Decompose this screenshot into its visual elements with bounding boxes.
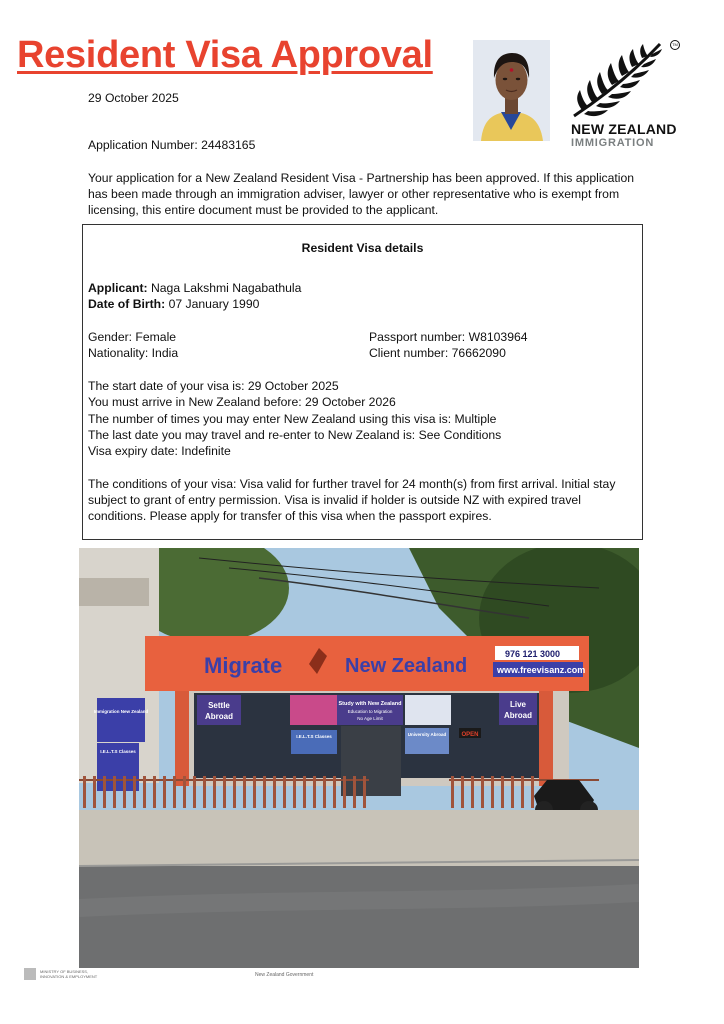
silver-fern-icon — [568, 38, 672, 120]
panel-ielts: I.E.L.T.S Classes — [296, 734, 332, 739]
storefront-photo — [79, 548, 639, 968]
page-title: Resident Visa Approval — [17, 34, 433, 76]
dob-value: 07 January 1990 — [165, 297, 260, 311]
applicant-row — [88, 280, 301, 296]
entry-count: The number of times you may enter New Zealand using this visa is: Multiple — [88, 412, 497, 426]
applicant-label: Applicant: — [88, 281, 148, 295]
brand-line-2: IMMIGRATION — [571, 137, 655, 149]
ministry-line-2: INNOVATION & EMPLOYMENT — [40, 974, 98, 979]
letter-date: 29 October 2025 — [88, 91, 179, 105]
visa-conditions: The conditions of your visa: Visa valid for further travel for 24 month(s) from first arrival. Initial stay subject to grant of entry permission. Visa is invalid if holder is outside NZ with expired travel conditions. Please apply for transfer of this visa when the passport expires. — [88, 477, 616, 523]
visa-start-date: The start date of your visa is: 29 October 2025 — [88, 379, 339, 393]
panel-settle-2: Abroad — [205, 712, 233, 721]
visa-expiry: Visa expiry date: Indefinite — [88, 444, 231, 458]
trademark-icon: TM — [670, 40, 680, 50]
client-number: Client number: 76662090 — [369, 346, 506, 360]
sign-new-zealand: New Zealand — [345, 655, 468, 677]
nz-government-text: New Zealand Government — [255, 972, 314, 978]
panel-study-3: No Age Limit — [357, 716, 383, 721]
last-travel-date: The last date you may travel and re-enter to New Zealand is: See Conditions — [88, 428, 502, 442]
application-number: Application Number: 24483165 — [88, 138, 256, 152]
arrive-before-date: You must arrive in New Zealand before: 29 October 2026 — [88, 395, 396, 409]
dob-row — [88, 296, 259, 312]
sign-phone: 976 121 3000 — [505, 649, 561, 659]
sign-website: www.freevisanz.com — [497, 665, 586, 675]
sign-migrate: Migrate — [204, 653, 283, 678]
nz-immigration-logo — [568, 38, 686, 150]
visa-details-heading: Resident Visa details — [301, 241, 424, 255]
ministry-line-1: MINISTRY OF BUSINESS, — [40, 969, 89, 974]
approval-paragraph: Your application for a New Zealand Resident Visa - Partnership has been approved. If this application has been made through an immigration adviser, lawyer or other representative who is exempt from licensing, this entire document must be provided to the applicant. — [88, 171, 635, 217]
panel-live-1: Live — [509, 700, 527, 709]
passport-number: Passport number: W8103964 — [369, 330, 528, 344]
open-sign: OPEN — [461, 732, 479, 738]
side-sign-2: I.E.L.T.S Classes — [100, 749, 136, 754]
panel-university: University Abroad — [407, 732, 447, 737]
dob-label: Date of Birth: — [88, 297, 166, 311]
ministry-logo — [24, 966, 134, 986]
brand-line-1: NEW ZEALAND — [571, 121, 677, 137]
visa-details-box — [82, 224, 643, 540]
applicant-name: Naga Lakshmi Nagabathula — [147, 281, 302, 295]
coat-of-arms-icon — [24, 968, 36, 980]
panel-study-2: Education to Migration — [347, 709, 393, 714]
panel-settle-1: Settle — [208, 701, 230, 710]
nationality: Nationality: India — [88, 346, 179, 360]
side-sign-1: Immigration New Zealand — [93, 709, 149, 714]
gender: Gender: Female — [88, 330, 177, 344]
panel-study-1: Study with New Zealand — [338, 701, 402, 707]
applicant-photo — [473, 40, 550, 141]
panel-live-2: Abroad — [504, 711, 532, 720]
